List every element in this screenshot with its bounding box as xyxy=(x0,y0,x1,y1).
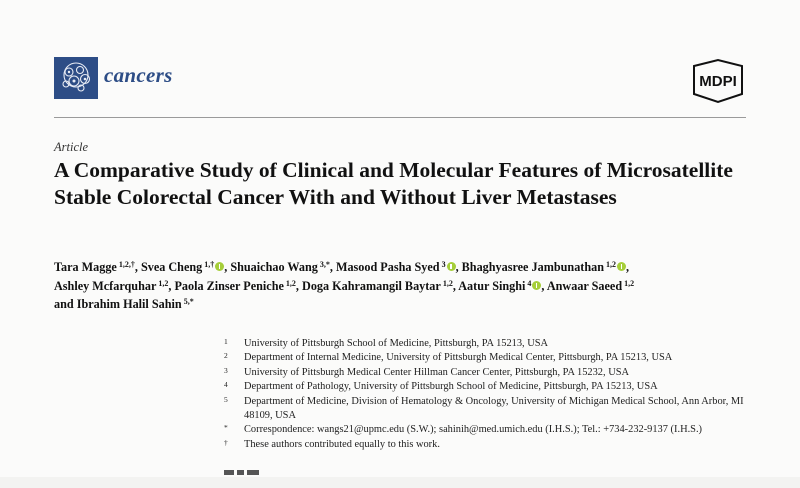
orcid-icon[interactable] xyxy=(447,262,456,271)
author-affiliation-marker: 1,2 xyxy=(156,278,169,288)
author-separator: , xyxy=(134,260,141,274)
journal-logo-graphic xyxy=(54,57,98,99)
orcid-icon[interactable] xyxy=(617,262,626,271)
affiliation-marker: 3 xyxy=(224,365,228,375)
affiliation-marker: * xyxy=(224,423,228,433)
orcid-icon[interactable] xyxy=(215,262,224,271)
author-affiliation-marker: 3 xyxy=(439,260,446,269)
author-name xyxy=(302,279,458,293)
affiliation-row xyxy=(224,380,744,394)
affiliation-text: Department of Internal Medicine, University of Pittsburgh Medical Center, Pittsburgh, PA 15213, USA xyxy=(244,352,673,364)
affiliation-list xyxy=(224,337,744,452)
author-name xyxy=(54,260,141,274)
publisher-logo xyxy=(688,58,748,104)
cropped-text-fragment xyxy=(224,470,284,480)
affiliation-text: Correspondence: wangs21@upmc.edu (S.W.); sahinih@med.umich.edu (I.H.S.); Tel.: +734-232-9137 (I.H.S.) xyxy=(244,424,703,436)
affiliation-text: Department of Pathology, University of Pittsburgh School of Medicine, Pittsburgh, PA 15213, USA xyxy=(244,381,658,393)
author-affiliation-marker: 1,2 xyxy=(622,278,635,288)
publisher-name: MDPI xyxy=(699,73,737,90)
affiliation-marker: 5 xyxy=(224,394,228,404)
author-affiliation-marker: 3,* xyxy=(317,260,330,269)
author-name-text: and Ibrahim Halil Sahin xyxy=(54,297,182,311)
affiliation-row xyxy=(224,423,744,437)
author-name xyxy=(54,279,174,293)
affiliation-text: University of Pittsburgh Medical Center Hillman Cancer Center, Pittsburgh, PA 15232, USA xyxy=(244,366,629,378)
author-affiliation-marker: 1,2 xyxy=(604,260,616,269)
journal-name: cancers xyxy=(104,63,173,87)
author-name-text: Svea Cheng xyxy=(140,260,203,274)
author-affiliation-marker: 5,* xyxy=(181,297,194,306)
author-separator: , xyxy=(168,278,175,293)
author-name-text: Bhaghyasree Jambunathan xyxy=(461,260,604,274)
author-name xyxy=(141,260,230,274)
author-separator: , xyxy=(452,278,459,293)
affiliation-text: These authors contributed equally to this work. xyxy=(244,438,440,450)
affiliation-row xyxy=(224,438,744,452)
author-name-text: Aatur Singhi xyxy=(458,278,526,293)
paper-title: A Comparative Study of Clinical and Molecular Features of Microsatellite Stable Colorectal Cancer With and Without Liver Metastases xyxy=(54,158,733,209)
affiliation-row xyxy=(224,366,744,380)
affiliation-marker: † xyxy=(224,437,228,447)
affiliation-marker: 2 xyxy=(224,351,228,361)
author-affiliation-marker: 1,† xyxy=(202,260,215,269)
affiliation-row xyxy=(224,351,744,365)
author-separator: , xyxy=(626,260,630,274)
author-name-text: Anwaar Saeed xyxy=(546,278,623,293)
affiliation-text: Department of Medicine, Division of Hematology & Oncology, University of Michigan Medical School, Ann Arbor, MI 48109, USA xyxy=(244,395,744,422)
author-name-text: Paola Zinser Peniche xyxy=(174,278,284,293)
author-affiliation-marker: 1,2 xyxy=(283,278,296,288)
author-name xyxy=(336,260,462,274)
author-name-text: Doga Kahramangil Baytar xyxy=(302,278,441,293)
journal-logo-icon xyxy=(54,57,98,99)
affiliation-marker: 4 xyxy=(224,380,228,390)
article-type: Article xyxy=(54,140,89,154)
header-divider xyxy=(54,117,746,118)
author-name-text: Tara Magge xyxy=(54,260,117,274)
author-separator: , xyxy=(329,260,336,274)
affiliation-text: University of Pittsburgh School of Medicine, Pittsburgh, PA 15213, USA xyxy=(244,338,549,349)
author-affiliation-marker: 1,2,† xyxy=(116,260,135,269)
mdpi-logo-icon xyxy=(688,58,748,104)
author-name xyxy=(54,297,194,311)
author-name xyxy=(230,260,336,274)
author-list xyxy=(54,258,754,314)
author-separator: , xyxy=(541,278,547,293)
author-name xyxy=(462,260,629,274)
author-name xyxy=(458,279,547,293)
affiliation-row xyxy=(224,395,744,424)
author-affiliation-marker: 4 xyxy=(525,278,532,288)
author-name xyxy=(547,279,634,293)
affiliation-row xyxy=(224,337,744,351)
author-name-text: Ashley Mcfarquhar xyxy=(54,278,157,293)
author-name-text: Shuaichao Wang xyxy=(230,260,318,274)
author-name-text: Masood Pasha Syed xyxy=(335,260,440,274)
author-separator: , xyxy=(295,278,303,293)
author-separator: , xyxy=(455,260,462,274)
author-name xyxy=(174,279,302,293)
orcid-icon[interactable] xyxy=(532,281,541,290)
affiliation-marker: 1 xyxy=(224,337,228,346)
author-separator: , xyxy=(224,260,231,274)
author-affiliation-marker: 1,2 xyxy=(440,278,453,288)
